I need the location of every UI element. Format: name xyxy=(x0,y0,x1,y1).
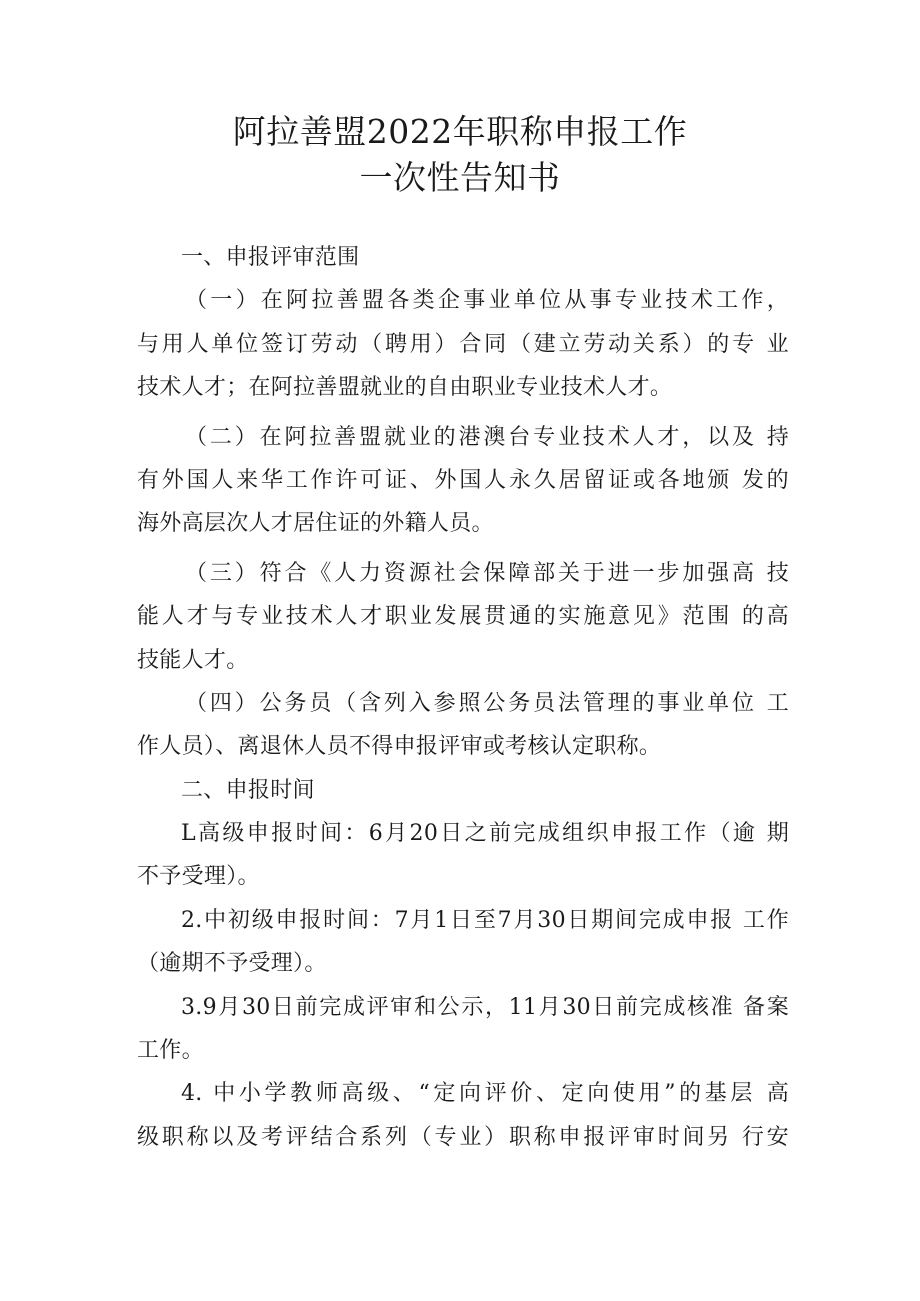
document-body xyxy=(137,236,789,1159)
document-title-line-2: 一次性告知书 xyxy=(359,158,561,197)
paragraph-line: 海外高层次人才居住证的外籍人员。 xyxy=(137,511,494,537)
paragraph-line: 作人员）、离退休人员不得申报评审或考核认定职称。 xyxy=(137,734,662,760)
section-heading-scope: 一、申报评审范围 xyxy=(181,245,360,270)
paragraph-line: 技术人才；在阿拉善盟就业的自由职业专业技术人才。 xyxy=(137,375,673,401)
paragraph-line: 能人才与专业技术人才职业发展贯通的实施意见》范围 的高 xyxy=(137,604,789,630)
paragraph-line: 工作。 xyxy=(137,1038,204,1064)
paragraph-line: （四）公务员（含列入参照公务员法管理的事业单位 工 xyxy=(185,690,789,716)
paragraph-line: 3.9月30日前完成评审和公示，11月30日前完成核准 备案 xyxy=(181,994,789,1020)
section-heading-time: 二、申报时间 xyxy=(181,777,315,803)
paragraph-line: 与用人单位签订劳动（聘用）合同（建立劳动关系）的专 业 xyxy=(137,331,789,357)
document-title-line-1: 阿拉善盟2022年职称申报工作 xyxy=(232,112,688,151)
paragraph-line: （逾期不予受理）。 xyxy=(137,951,327,977)
paragraph-line: 不予受理）。 xyxy=(137,864,260,890)
paragraph-line: （一）在阿拉善盟各类企事业单位从事专业技术工作， xyxy=(185,288,789,314)
paragraph-line: 有外国人来华工作许可证、外国人永久居留证或各地颁 发的 xyxy=(137,467,789,493)
paragraph-line: 级职称以及考评结合系列（专业）职称申报评审时间另 行安 xyxy=(137,1124,789,1150)
paragraph-line: （三）符合《人力资源社会保障部关于进一步加强高 技 xyxy=(185,560,789,586)
paragraph-line: L高级申报时间：6月20日之前完成组织申报工作（逾 期 xyxy=(181,821,789,847)
paragraph-line: 2.中初级申报时间：7月1日至7月30日期间完成申报 工作 xyxy=(181,907,789,933)
paragraph-line: 技能人才。 xyxy=(137,647,249,673)
paragraph-line: 4. 中小学教师高级、“定向评价、定向使用”的基层 高 xyxy=(181,1081,789,1107)
paragraph-line: （二）在阿拉善盟就业的港澳台专业技术人才，以及 持 xyxy=(185,424,789,450)
